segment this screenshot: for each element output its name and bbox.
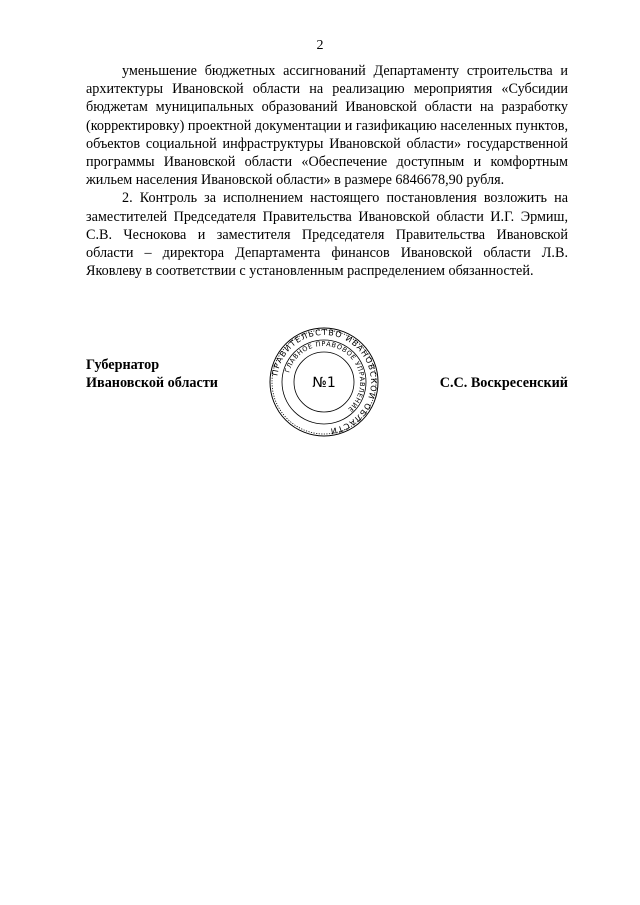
official-stamp <box>268 326 380 438</box>
paragraph-budget-reduction: уменьшение бюджетных ассигнований Департаменту строительства и архитектуры Ивановской области на реализацию мероприятия «Субсидии бюджетам муниципальных образований Ивановской области на разработку (корректировку) проектной документации и газификацию населенных пунктов, объектов социальной инфраструктуры Ивановской области» государственной программы Ивановской области «Обеспечение доступным и комфортным жильем населения Ивановской области» в размере 6846678,90 рубля. <box>86 63 568 189</box>
page-number: 2 <box>316 38 324 53</box>
signatory-name: С.С. Воскресенский <box>439 375 568 391</box>
stamp-outer-text: ПРАВИТЕЛЬСТВО ИВАНОВСКОЙ ОБЛАСТИ <box>270 327 379 436</box>
stamp-inner-text: ГЛАВНОЕ ПРАВОВОЕ УПРАВЛЕНИЕ <box>283 339 367 414</box>
paragraph-control-clause: 2. Контроль за исполнением настоящего постановления возложить на заместителей Председателя Правительства Ивановской области И.Г. Эрмиш, С.В. Чеснокова и заместителя Председателя Правительства Ивановской области – директора Департамента финансов Ивановской области Л.В. Яковлеву в соответствии с установленным распределением обязанностей. <box>86 190 568 280</box>
signatory-title-line-1: Губернатор <box>86 357 160 373</box>
signatory-title <box>86 356 218 392</box>
document-body <box>86 62 568 280</box>
stamp-number: №1 <box>312 375 336 391</box>
signatory-title-line-2: Ивановской области <box>86 375 218 391</box>
